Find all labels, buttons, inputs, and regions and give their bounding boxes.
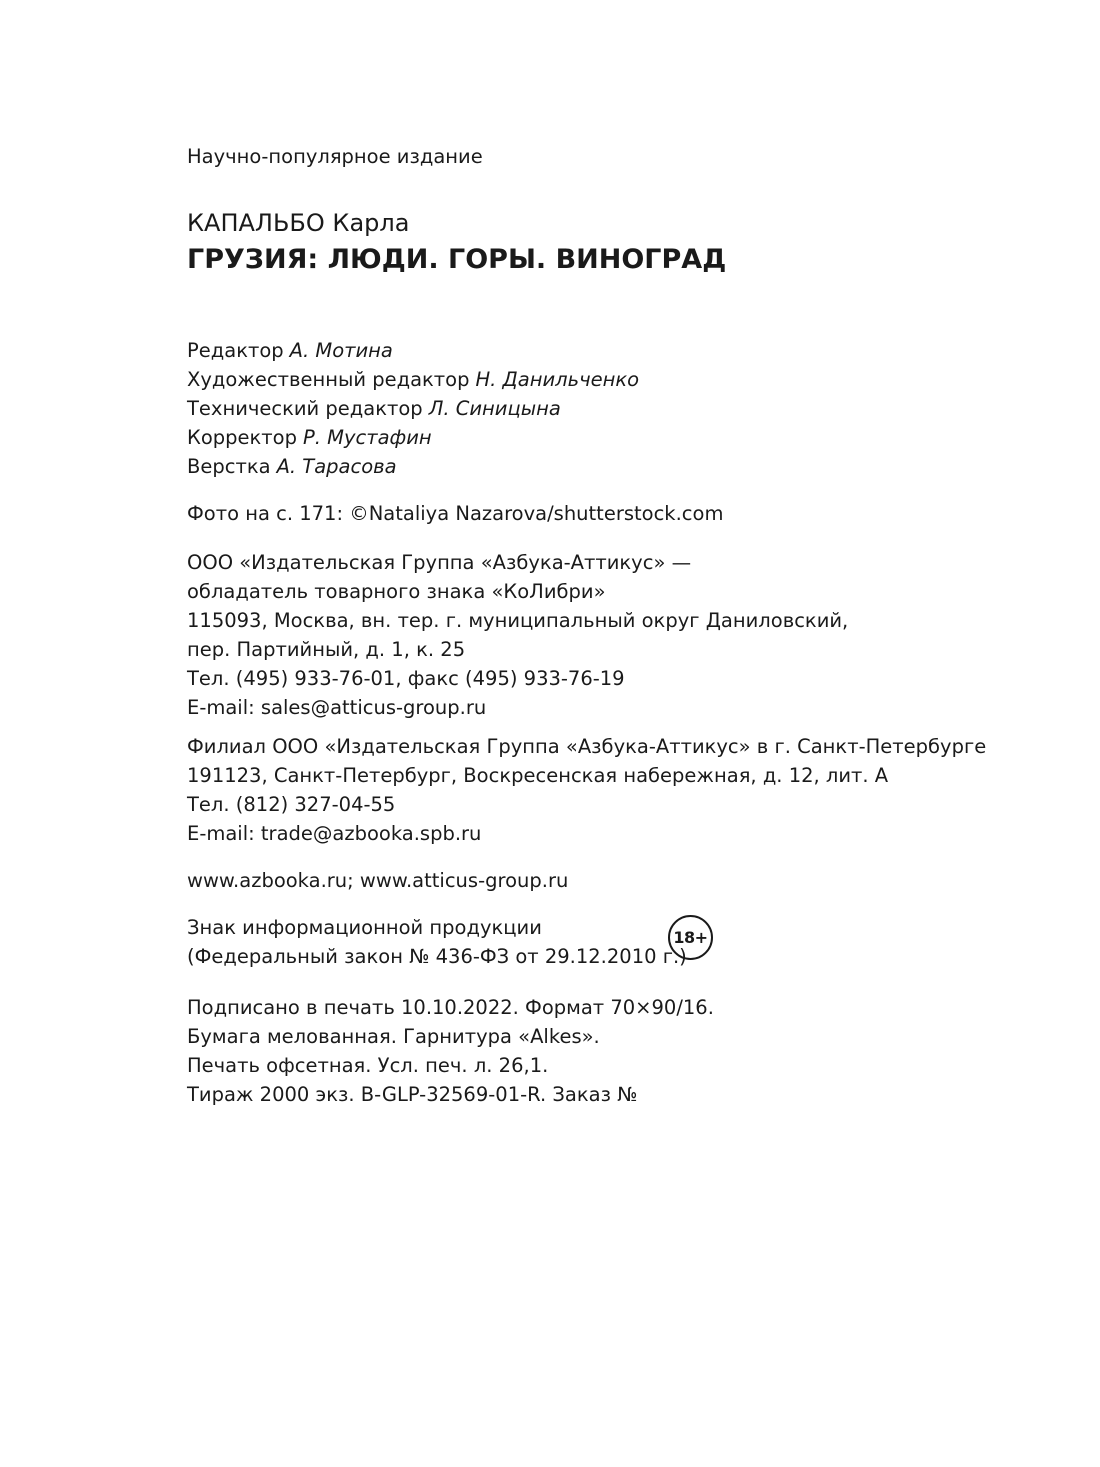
print-info-line: Подписано в печать 10.10.2022. Формат 70×90/16. xyxy=(187,996,714,1019)
imprint-page xyxy=(187,142,1047,1109)
photo-credit: Фото на с. 171: ©Nataliya Nazarova/shutterstock.com xyxy=(187,502,724,525)
credit-role: Художественный редактор xyxy=(187,368,470,391)
age-rating-badge: 18+ xyxy=(668,915,713,960)
print-info-line: Тираж 2000 экз. B-GLP-32569-01-R. Заказ № xyxy=(187,1083,638,1106)
publisher-block xyxy=(187,548,1047,722)
credit-row xyxy=(187,365,1047,394)
publisher-line: ООО «Издательская Группа «Азбука-Аттикус» — xyxy=(187,551,692,574)
credit-role: Корректор xyxy=(187,426,297,449)
publisher-line: 115093, Москва, вн. тер. г. муниципальный округ Даниловский, xyxy=(187,609,849,632)
websites: www.azbooka.ru; www.atticus-group.ru xyxy=(187,869,569,892)
publisher-line: Тел. (495) 933-76-01, факс (495) 933-76-19 xyxy=(187,667,625,690)
genre-label: Научно-популярное издание xyxy=(187,145,483,168)
credit-row xyxy=(187,394,1047,423)
branch-line: Филиал ООО «Издательская Группа «Азбука-Аттикус» в г. Санкт-Петербурге xyxy=(187,735,987,758)
credit-row xyxy=(187,423,1047,452)
credit-name: А. Тарасова xyxy=(276,455,397,478)
publisher-email: E-mail: sales@atticus-group.ru xyxy=(187,696,487,719)
credits-list xyxy=(187,336,1047,481)
credit-row xyxy=(187,452,1047,481)
print-info-line: Печать офсетная. Усл. печ. л. 26,1. xyxy=(187,1054,549,1077)
print-info-block xyxy=(187,993,1047,1109)
print-info-line: Бумага мелованная. Гарнитура «Alkes». xyxy=(187,1025,600,1048)
credit-name: А. Мотина xyxy=(289,339,393,362)
credit-name: Л. Синицына xyxy=(428,397,561,420)
credit-name: Р. Мустафин xyxy=(302,426,432,449)
credit-role: Редактор xyxy=(187,339,284,362)
book-title: ГРУЗИЯ: ЛЮДИ. ГОРЫ. ВИНОГРАД xyxy=(187,244,727,275)
credit-role: Верстка xyxy=(187,455,271,478)
publisher-line: обладатель товарного знака «КоЛибри» xyxy=(187,580,606,603)
info-product-line: Знак информационной продукции xyxy=(187,916,542,939)
branch-block xyxy=(187,732,1047,848)
credit-name: Н. Данильченко xyxy=(475,368,640,391)
info-product-line: (Федеральный закон № 436-ФЗ от 29.12.2010 г.) xyxy=(187,945,687,968)
credit-role: Технический редактор xyxy=(187,397,423,420)
branch-line: Тел. (812) 327-04-55 xyxy=(187,793,396,816)
author-name: КАПАЛЬБО Карла xyxy=(187,209,410,237)
credit-row xyxy=(187,336,1047,365)
info-product-block xyxy=(187,913,1047,971)
branch-email: E-mail: trade@azbooka.spb.ru xyxy=(187,822,482,845)
publisher-line: пер. Партийный, д. 1, к. 25 xyxy=(187,638,466,661)
branch-line: 191123, Санкт-Петербург, Воскресенская набережная, д. 12, лит. А xyxy=(187,764,889,787)
